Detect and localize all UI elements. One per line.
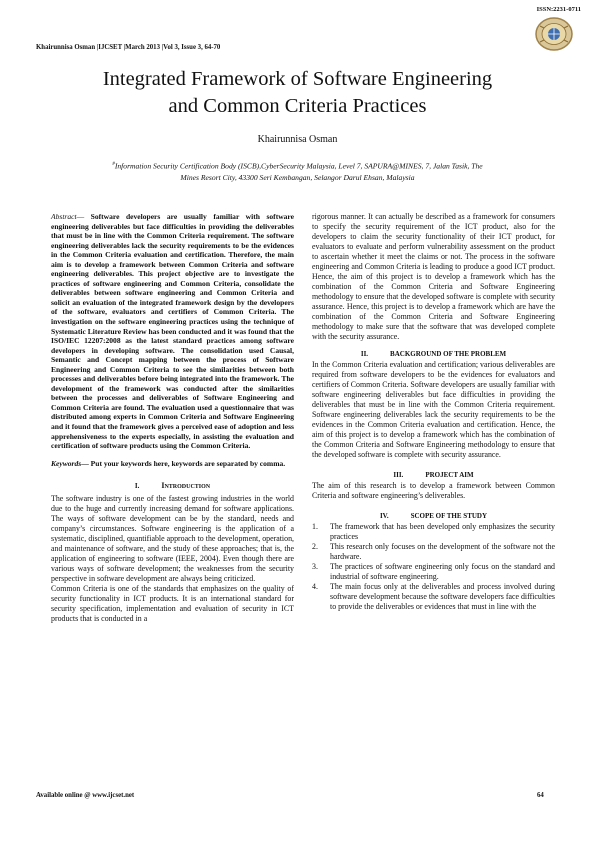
paper-title-line-1: Integrated Framework of Software Engineering [102,68,493,90]
issn-label: ISSN:2231-0711 [536,6,581,13]
section-title: BACKGROUND OF THE PROBLEM [390,350,507,358]
section-title: SCOPE OF THE STUDY [410,512,488,520]
intro-paragraph-2-continued: rigorous manner. It can actually be described as a framework for consumers to specify the security requirement of the ICT product, also for the developers to claim the security functionality of their ICT product, for evaluators to evaluate and perform vulnerability assessment on the product to ascertain whether it meet the claims or not. The process in the software engineering and Common Criteria is leading to produce a good ICT product. Hence, the aim of this project is to develop a framework which has the combination of the Common Criteria and Software Engineering methodology to ensure that the developed software is complete with security assurance. Hence, this project is to develop a framework which are have the combination of the Common Criteria and Software Engineering methodology to make sure that the software that was developed complete with the security assurance. [312,212,555,341]
scope-list [312,522,555,612]
list-item [312,582,555,612]
affiliation-line-2: Mines Resort City, 43300 Seri Kembangan, Selangor Darul Ehsan, Malaysia [180,172,415,182]
section-title: PROJECT AIM [425,471,474,479]
aim-paragraph: The aim of this research is to develop a framework between Common Criteria and software engineering’s deliverables. [312,481,555,500]
background-paragraph: In the Common Criteria evaluation and certification; various deliverables are required from software developers to be the evidences for evaluators and certifiers of Common Criteria. Software developers are usually familiar with software engineering deliverables but face difficulties in providing the deliverables that must be in line with the Common Criteria requirement. Software engineering deliverables lack the security requirements to be the evidences in the Common Criteria evaluation and certification. Hence, the aim of this project is to develop a framework which has the combination of the Common Criteria and Software Engineering methodology to ensure that the developed software is complete with security assurance. [312,360,555,459]
section-heading-scope [312,511,555,521]
section-number: III. [393,471,404,479]
section-number: IV. [379,512,389,520]
list-item-number: 1. [312,522,318,531]
section-number: I. [134,482,140,491]
journal-seal-icon [534,16,574,52]
list-item-text: The framework that has been developed only emphasizes the security practices [330,522,555,541]
keywords [51,459,294,469]
paper-title-line-2: and Common Criteria Practices [168,95,427,117]
affiliation [40,159,555,183]
footer-availability: Available online @ www.ijcset.net [36,792,135,799]
abstract-text: Software developers are usually familiar with software engineering deliverables but face difficulties in providing the deliverables that must be in line with the Common Criteria requirement. The software engineering deliverables lack the security requirements to be the evidences in the Common Criteria evaluation and certification. Therefore, the main aim is to develop a framework between Common Criteria and software engineering deliverables. This project objective are to investigate the practices of software engineering and Common Criteria, consolidate the deliverables between software engineering and Common Criteria and solicit an evaluation of the integrated framework design by the developers of the software, evaluators and certifiers of Common Criteria. The investigation on the software engineering practices using the technique of Systematic Literature Review has been conducted and it was found that the ISO/IEC 12207:2008 as the latest standard practices among software developers in developing software. The consolidation used Causal, Semantic and Concept mapping between the process of Software Engineering and Common Criteria to see the similarities between both processes and deliverables before being integrated into the framework. The development of the framework was conducted after the similarities between the processes and deliverables of Software Engineering and Common Criteria are found. The evaluation used a questionnaire that was distributed among experts in Common Criteria and Software Engineering and it found that the framework gives a perceived ease of adoption and less apprehensiveness to the experts especially, in assisting the evaluation and certification of software products using the Common Criteria. [51,212,294,451]
paper-title [40,66,555,120]
section-number: II. [360,350,369,358]
author-name: Khairunnisa Osman [257,134,338,145]
right-column [312,212,555,612]
abstract-label: Abstract [51,212,77,221]
intro-paragraph-2: Common Criteria is one of the standards that emphasizes on the quality of security functionality in ICT products. It is an international standard for security specification, implementation and evaluation of security in ICT products that is conducted in a [51,583,294,623]
section-heading-aim [312,470,555,480]
section-heading-background [312,349,555,359]
intro-paragraph-1: The software industry is one of the fastest growing industries in the world due to the huge and currently increasing demand for software applications. The ways of software development can be by the standard, needs and company’s circumstances. Software engineering is the application of a systematic, disciplined, quantifiable approach to the development, operation, and maintenance of software, and the study of these approaches; that is, the application of engineering to software (IEEE, 2004). Even though there are various ways of software development; the weaknesses from the security perspective in software development are always being criticized. [51,493,294,583]
list-item-text: The practices of software engineering only focus on the standard and industrial of software engineering. [330,562,555,581]
list-item-text: This research only focuses on the development of the software not the hardware. [330,542,555,561]
affiliation-mark: # [112,162,115,167]
keywords-label: Keywords [51,458,82,468]
list-item [312,562,555,582]
abstract [51,212,294,451]
list-item-text: The main focus only at the deliverables and process involved during software development because the software developers face difficulties to provide the deliverables or evidences that must in line with the [330,582,555,611]
keywords-text: Put your keywords here, keywords are separated by comma. [90,458,286,468]
keywords-dash: — [81,458,91,468]
list-item-number: 4. [312,582,318,591]
page-number: 64 [537,792,544,799]
section-title-initial: I [161,481,165,491]
affiliation-line-1: Information Security Certification Body (ISCB),CyberSecurity Malaysia, Level 7, SAPURA@MINES, 7, Jalan Tasik, The [114,161,483,171]
abstract-dash: — [76,212,91,221]
list-item [312,542,555,562]
left-column [51,212,294,624]
section-heading-introduction [51,481,294,493]
section-title-rest: NTRODUCTION [164,484,211,491]
list-item-number: 3. [312,562,318,571]
list-item [312,522,555,542]
running-head: Khairunnisa Osman |IJCSET |March 2013 |Vol 3, Issue 3, 64-70 [36,44,221,51]
list-item-number: 2. [312,542,318,551]
